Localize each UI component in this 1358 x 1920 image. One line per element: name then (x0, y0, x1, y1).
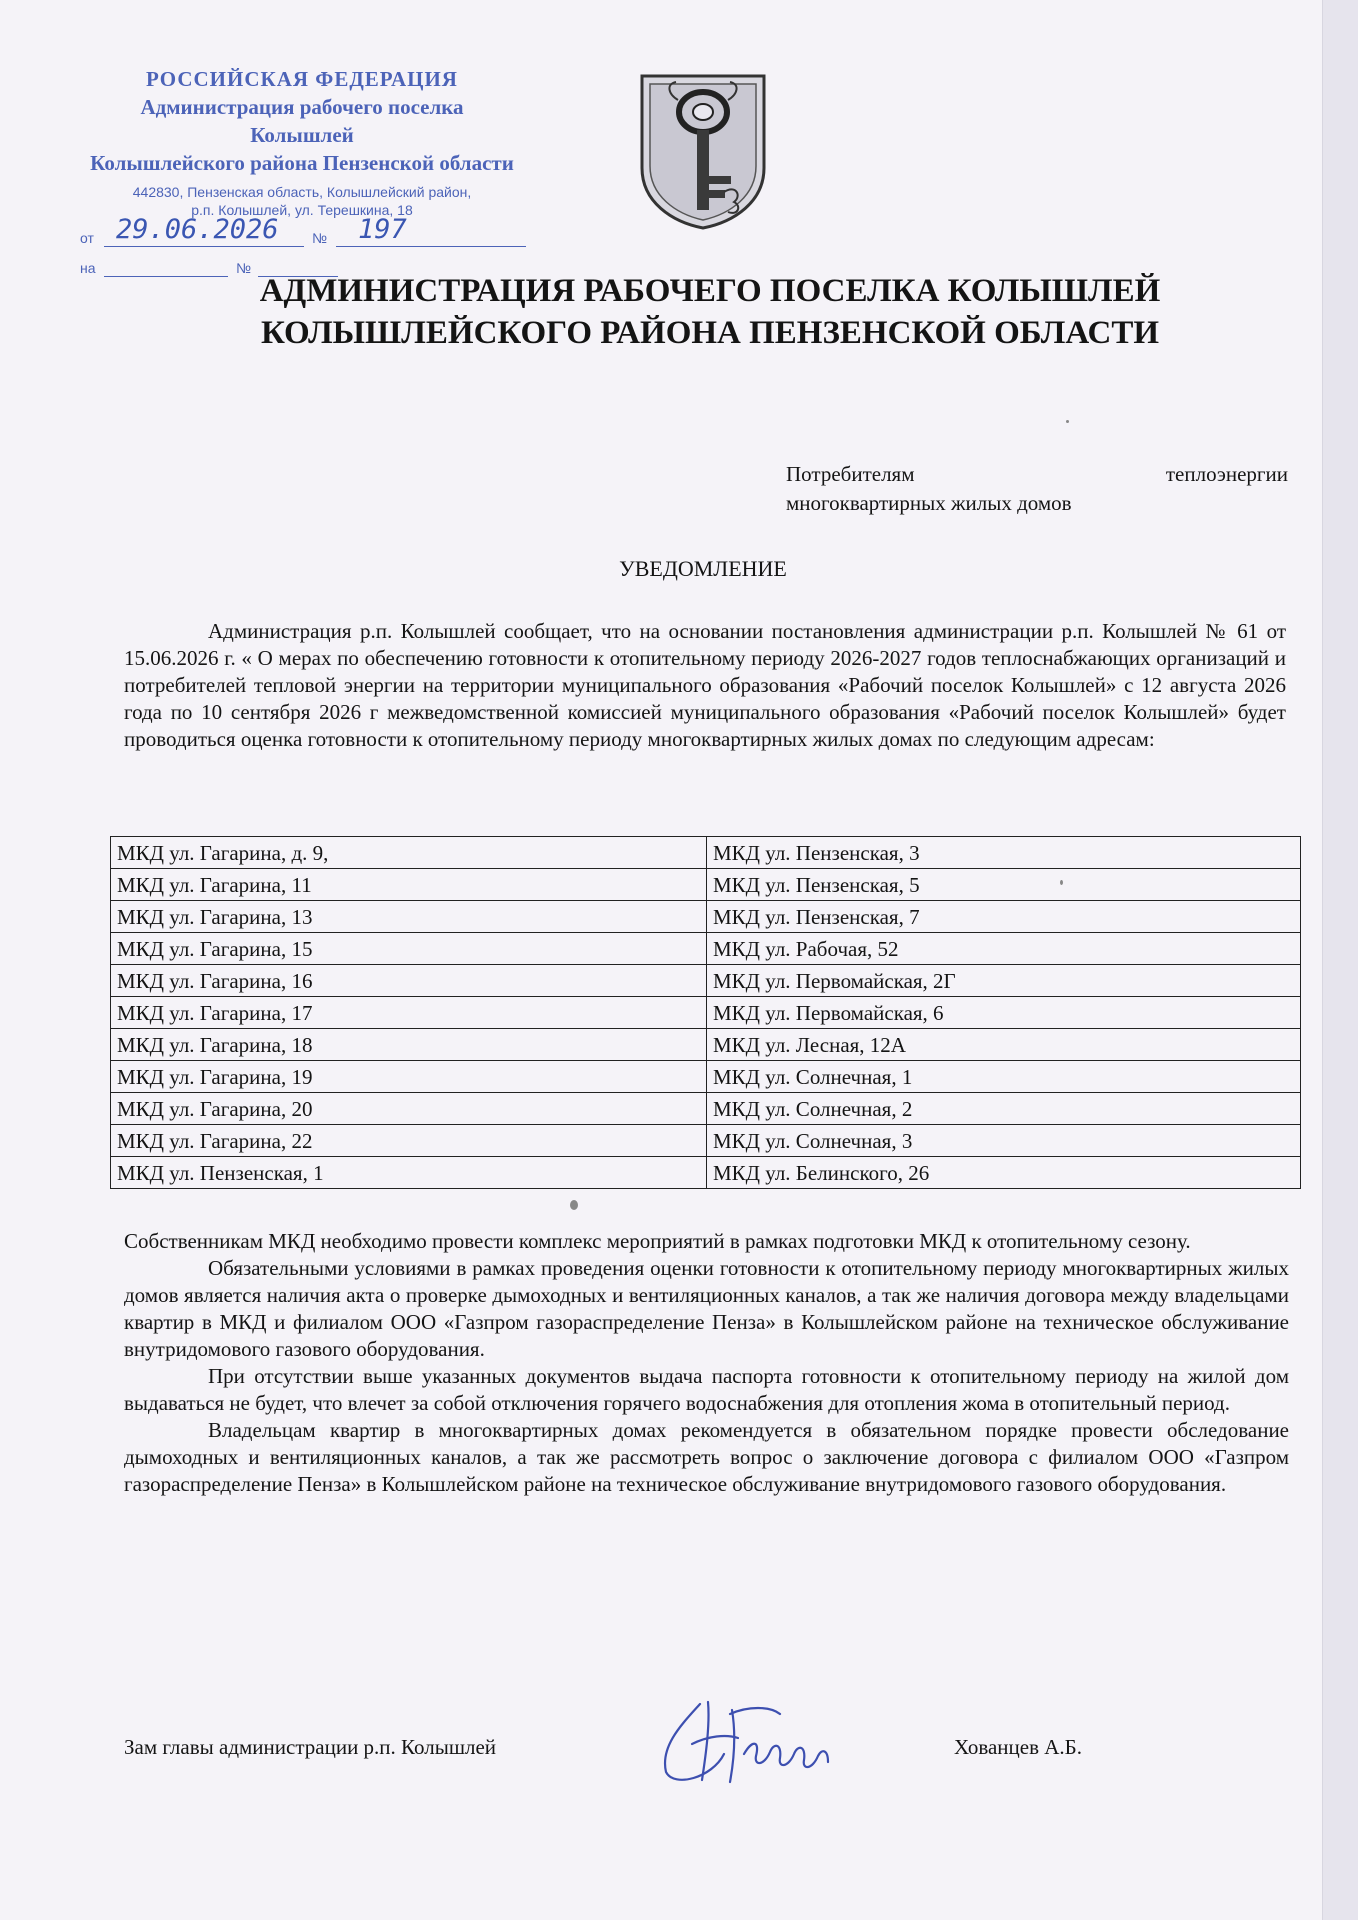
notice-heading: УВЕДОМЛЕНИЕ (619, 556, 787, 581)
notice-intro-paragraph: Администрация р.п. Колышлей сообщает, что на основании постановления администрации р.п. Колышлей № 61 от 15.06.2026 г. « О мерах по обеспечению готовности к отопительному периоду 2026-2027 годов теплоснабжающих организаций и потребителей тепловой энергии на территории муниципального образования «Рабочий поселок Колышлей» с 12 августа 2026 года по 10 сентября 2026 г межведомственной комиссией муниципального образования «Рабочий поселок Колышлей» будет проводиться оценка готовности к отопительному периоду многоквартирных жилых домах по следующим адресам: (124, 619, 1286, 751)
address-cell-left: МКД ул. Гагарина, 19 (111, 1061, 707, 1093)
number-value: 197 (358, 214, 407, 245)
address-cell-right: МКД ул. Первомайская, 6 (707, 997, 1301, 1029)
table-row (111, 1157, 1301, 1189)
addressee-line1-right: теплоэнергии (1165, 462, 1288, 486)
table-row (111, 965, 1301, 997)
address-cell-left: МКД ул. Гагарина, 20 (111, 1093, 707, 1125)
address-cell-right: МКД ул. Солнечная, 3 (707, 1125, 1301, 1157)
address-cell-left: МКД ул. Гагарина, 22 (111, 1125, 707, 1157)
address-cell-right: МКД ул. Солнечная, 2 (707, 1093, 1301, 1125)
stamp-address-line2: р.п. Колышлей, ул. Терешкина, 18 (191, 202, 413, 218)
signer-name: Хованцев А.Б. (954, 1735, 1082, 1759)
address-cell-right: МКД ул. Пензенская, 3 (707, 837, 1301, 869)
paper-speck (1060, 880, 1063, 885)
address-cell-left: МКД ул. Пензенская, 1 (111, 1157, 707, 1189)
address-cell-left: МКД ул. Гагарина, 15 (111, 933, 707, 965)
address-cell-right: МКД ул. Солнечная, 1 (707, 1061, 1301, 1093)
address-cell-right: МКД ул. Пензенская, 5 (707, 869, 1301, 901)
table-row (111, 837, 1301, 869)
paragraph-owners: Собственникам МКД необходимо провести комплекс мероприятий в рамках подготовки МКД к отопительному сезону. (124, 1229, 1191, 1253)
address-cell-left: МКД ул. Гагарина, 17 (111, 997, 707, 1029)
table-row (111, 1029, 1301, 1061)
address-cell-left: МКД ул. Гагарина, 16 (111, 965, 707, 997)
address-cell-right: МКД ул. Рабочая, 52 (707, 933, 1301, 965)
addressee-line1 (786, 460, 1288, 489)
paragraph-conditions: Обязательными условиями в рамках проведения оценки готовности к отопительному периоду многоквартирных жилых домов является наличия акта о проверке дымоходных и вентиляционных каналов, а так же наличия договора между владельцами квартир в МКД и филиалом ООО «Газпром газораспределение Пенза» в Колышлейском районе на техническое обслуживание внутридомового газового оборудования. (124, 1256, 1289, 1361)
table-row (111, 901, 1301, 933)
page-title (100, 270, 1320, 354)
coat-of-arms-key-icon (638, 72, 768, 232)
signer-position: Зам главы администрации р.п. Колышлей (124, 1735, 497, 1759)
address-cell-right: МКД ул. Белинского, 26 (707, 1157, 1301, 1189)
page-title-line2: КОЛЫШЛЕЙСКОГО РАЙОНА ПЕНЗЕНСКОЙ ОБЛАСТИ (260, 315, 1160, 351)
number-label: № (312, 230, 328, 246)
table-row (111, 1093, 1301, 1125)
on-label: на (80, 260, 96, 276)
paragraph-consequences: При отсутствии выше указанных документов выдача паспорта готовности к отопительному периоду на жилой дом выдаваться не будет, что влечет за собой отключения горячего водоснабжения для отопления жома в отопительный период. (124, 1364, 1289, 1415)
stamp-org-line2: Колышлей (250, 123, 354, 147)
address-cell-left: МКД ул. Гагарина, 13 (111, 901, 707, 933)
address-cell-right: МКД ул. Лесная, 12А (707, 1029, 1301, 1061)
notice-body (124, 1228, 1289, 1498)
addressee-block (786, 460, 1288, 518)
stamp-org-line3: Колышлейского района Пензенской области (90, 151, 514, 175)
address-cell-right: МКД ул. Первомайская, 2Г (707, 965, 1301, 997)
scan-edge (1322, 0, 1358, 1920)
handwritten-signature (652, 1684, 852, 1794)
address-cell-left: МКД ул. Гагарина, 11 (111, 869, 707, 901)
address-cell-left: МКД ул. Гагарина, 18 (111, 1029, 707, 1061)
corner-stamp (62, 66, 542, 219)
addresses-table (110, 836, 1301, 1189)
date-value: 29.06.2026 (116, 214, 279, 245)
stamp-org-line1: Администрация рабочего поселка (140, 95, 464, 119)
table-row (111, 869, 1301, 901)
addressee-line1-left: Потребителям (786, 462, 915, 486)
stamp-country: РОССИЙСКАЯ ФЕДЕРАЦИЯ (146, 67, 458, 91)
table-row (111, 997, 1301, 1029)
stamp-address-line1: 442830, Пензенская область, Колышлейский район, (132, 184, 472, 200)
paper-speck (1066, 420, 1069, 423)
addressee-line2: многоквартирных жилых домов (786, 491, 1072, 515)
from-label: от (80, 230, 94, 246)
table-row (111, 1061, 1301, 1093)
table-row (111, 933, 1301, 965)
table-row (111, 1125, 1301, 1157)
address-cell-right: МКД ул. Пензенская, 7 (707, 901, 1301, 933)
paper-speck (570, 1200, 578, 1210)
on-number-label: № (236, 260, 252, 276)
paragraph-recommendation: Владельцам квартир в многоквартирных домах рекомендуется в обязательном порядке провести обследование дымоходных и вентиляционных каналов, а так же рассмотреть вопрос о заключение договора с филиалом ООО «Газпром газораспределение Пенза» в Колышлейском районе на техническое обслуживание внутридомового газового оборудования. (124, 1418, 1289, 1496)
page-title-line1: АДМИНИСТРАЦИЯ РАБОЧЕГО ПОСЕЛКА КОЛЫШЛЕЙ (259, 273, 1161, 309)
address-cell-left: МКД ул. Гагарина, д. 9, (111, 837, 707, 869)
